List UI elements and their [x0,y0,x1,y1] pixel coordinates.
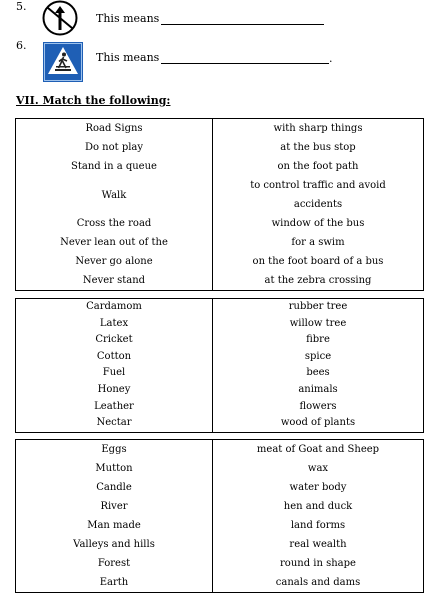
left-item[interactable]: Never go alone [16,252,213,271]
answer-blank[interactable] [161,24,324,25]
left-item[interactable]: Walk [16,176,213,214]
right-item[interactable]: land forms [290,520,346,531]
match-table-2 [15,298,424,433]
table-row [16,382,424,399]
left-item[interactable]: Honey [16,382,213,399]
right-item[interactable]: fibre [306,334,330,346]
left-item[interactable]: Nectar [16,415,213,432]
right-item[interactable]: flowers [299,400,337,412]
left-item[interactable]: Candle [16,478,213,497]
answer-blank[interactable] [161,63,329,64]
right-item[interactable]: window of the bus [271,218,365,229]
right-item[interactable]: spice [304,350,332,362]
left-item[interactable]: Cricket [16,332,213,349]
right-item[interactable]: bees [306,367,330,379]
question-text: This means [96,51,160,64]
right-item[interactable]: canals and dams [275,577,361,588]
right-item[interactable]: for a swim [291,237,345,248]
left-item[interactable]: Never stand [16,271,213,291]
left-item[interactable]: Stand in a queue [16,157,213,176]
right-item[interactable]: real wealth [289,539,347,550]
question-6 [0,36,430,76]
table-row [16,299,424,316]
question-number: 5. [16,0,27,13]
table-row [16,415,424,432]
left-item[interactable]: River [16,497,213,516]
left-item[interactable]: Valleys and hills [16,535,213,554]
right-item[interactable]: with sharp things [273,123,363,134]
right-item[interactable]: rubber tree [288,301,348,312]
table-row [16,535,424,554]
left-item[interactable]: Cross the road [16,214,213,233]
table-row [16,252,424,271]
right-item[interactable]: animals [298,383,338,395]
match-table-3 [15,439,424,593]
table-row [16,440,424,460]
right-item[interactable]: round in shape [280,558,356,569]
table-row [16,119,424,139]
table-row [16,316,424,333]
right-item[interactable]: hen and duck [283,501,353,512]
table-row [16,459,424,478]
table-row [16,176,424,214]
table-row [16,332,424,349]
left-item[interactable]: Do not play [16,138,213,157]
no-straight-ahead-sign-icon [42,0,78,36]
right-item[interactable]: on the foot board of a bus [252,256,384,267]
end-punctuation: . [329,52,333,65]
table-row [16,138,424,157]
left-item[interactable]: Forest [16,554,213,573]
table-row [16,573,424,593]
table-row [16,478,424,497]
match-table-1 [15,118,424,291]
table-row [16,497,424,516]
left-item[interactable]: Cotton [16,349,213,366]
left-item[interactable]: Road Signs [16,119,213,139]
right-item[interactable]: at the bus stop [280,142,356,153]
right-item[interactable]: willow tree [289,317,347,329]
left-item[interactable]: Man made [16,516,213,535]
left-item[interactable]: Fuel [16,365,213,382]
left-item[interactable]: Earth [16,573,213,593]
question-text: This means [96,12,160,25]
table-row [16,214,424,233]
table-row [16,157,424,176]
table-row [16,271,424,291]
section-title: VII. Match the following: [16,94,171,107]
table-row [16,365,424,382]
left-item[interactable]: Eggs [16,440,213,460]
pedestrian-crossing-sign-icon [43,42,83,82]
left-item[interactable]: Never lean out of the [16,233,213,252]
left-item[interactable]: Leather [16,399,213,416]
left-item[interactable]: Cardamom [16,299,213,316]
right-item[interactable]: wood of plants [280,417,356,429]
right-item[interactable]: to control traffic and avoid accidents [250,180,386,210]
table-row [16,233,424,252]
right-item[interactable]: water body [289,482,347,493]
table-row [16,349,424,366]
table-row [16,516,424,535]
right-item[interactable]: on the foot path [277,161,359,172]
right-item[interactable]: at the zebra crossing [264,275,372,286]
left-item[interactable]: Mutton [16,459,213,478]
right-item[interactable]: meat of Goat and Sheep [256,444,380,455]
table-row [16,554,424,573]
table-row [16,399,424,416]
right-item[interactable]: wax [307,463,329,474]
question-5 [0,0,430,40]
left-item[interactable]: Latex [16,316,213,333]
question-number: 6. [16,39,27,52]
